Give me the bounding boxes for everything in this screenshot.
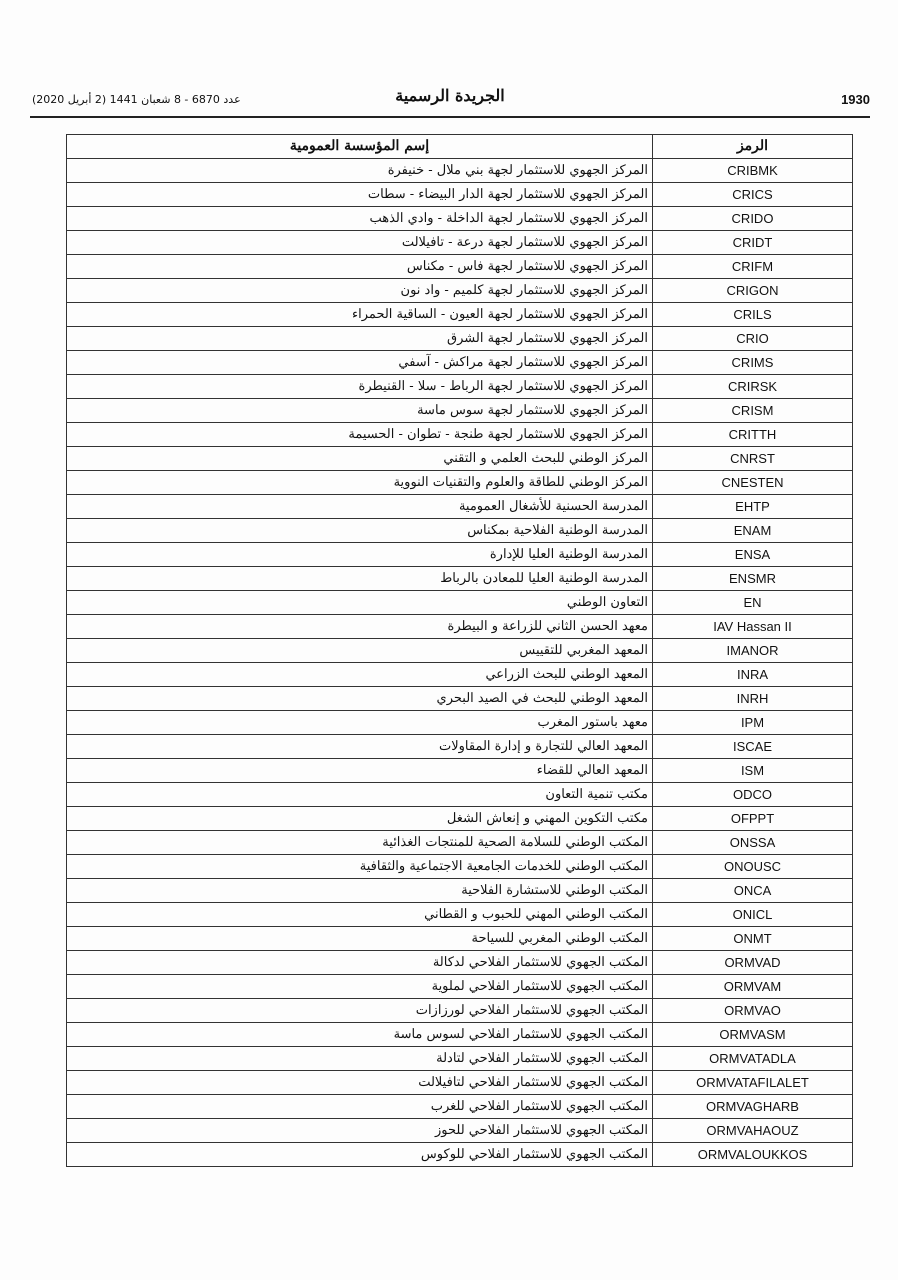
- table-row: [67, 735, 853, 759]
- table-row: [67, 543, 853, 567]
- table-row: [67, 855, 853, 879]
- institution-code-cell: CRITTH: [653, 423, 853, 447]
- institution-code-cell: CRIO: [653, 327, 853, 351]
- institution-name-cell: المكتب الجهوي للاستثمار الفلاحي لورزازات: [67, 999, 653, 1023]
- table-row: [67, 567, 853, 591]
- institution-code-cell: CRICS: [653, 183, 853, 207]
- institution-name-cell: المدرسة الوطنية العليا للإدارة: [67, 543, 653, 567]
- table-row: [67, 1023, 853, 1047]
- gazette-title: الجريدة الرسمية: [395, 86, 505, 105]
- institution-name-cell: المكتب الجهوي للاستثمار الفلاحي للوكوس: [67, 1143, 653, 1167]
- institution-name-cell: المركز الجهوي للاستثمار لجهة طنجة - تطوان - الحسيمة: [67, 423, 653, 447]
- institution-name-cell: المعهد العالي للقضاء: [67, 759, 653, 783]
- institution-name-cell: المعهد العالي للتجارة و إدارة المقاولات: [67, 735, 653, 759]
- institution-code-cell: CRIMS: [653, 351, 853, 375]
- table-row: [67, 471, 853, 495]
- institution-name-cell: المركز الجهوي للاستثمار لجهة العيون - الساقية الحمراء: [67, 303, 653, 327]
- table-row: [67, 255, 853, 279]
- table-row: [67, 999, 853, 1023]
- institution-name-cell: المكتب الجهوي للاستثمار الفلاحي لملوية: [67, 975, 653, 999]
- institution-code-cell: CRILS: [653, 303, 853, 327]
- institution-name-cell: المكتب الجهوي للاستثمار الفلاحي للغرب: [67, 1095, 653, 1119]
- institution-code-cell: IMANOR: [653, 639, 853, 663]
- table-row: [67, 879, 853, 903]
- table-row: [67, 303, 853, 327]
- institution-name-cell: المدرسة الحسنية للأشغال العمومية: [67, 495, 653, 519]
- institution-code-cell: CRISM: [653, 399, 853, 423]
- table-row: [67, 375, 853, 399]
- institution-name-cell: المكتب الوطني للخدمات الجامعية الاجتماعية والثقافية: [67, 855, 653, 879]
- institutions-table-container: [66, 134, 852, 1167]
- institution-name-cell: المكتب الجهوي للاستثمار الفلاحي لتادلة: [67, 1047, 653, 1071]
- institution-code-cell: CRIFM: [653, 255, 853, 279]
- institution-code-cell: ORMVATADLA: [653, 1047, 853, 1071]
- table-row: [67, 711, 853, 735]
- institution-code-cell: ORMVASM: [653, 1023, 853, 1047]
- table-row: [67, 663, 853, 687]
- page-header: [30, 86, 870, 114]
- institution-name-cell: المركز الجهوي للاستثمار لجهة بني ملال - خنيفرة: [67, 159, 653, 183]
- table-row: [67, 159, 853, 183]
- table-row: [67, 903, 853, 927]
- institution-code-cell: ONOUSC: [653, 855, 853, 879]
- institution-name-cell: مكتب تنمية التعاون: [67, 783, 653, 807]
- table-row: [67, 231, 853, 255]
- table-row: [67, 327, 853, 351]
- table-row: [67, 279, 853, 303]
- institution-code-cell: ONSSA: [653, 831, 853, 855]
- institution-code-cell: ORMVAO: [653, 999, 853, 1023]
- institution-name-cell: المركز الجهوي للاستثمار لجهة الرباط - سلا - القنيطرة: [67, 375, 653, 399]
- institution-name-cell: المكتب الوطني المغربي للسياحة: [67, 927, 653, 951]
- table-row: [67, 423, 853, 447]
- institution-name-cell: المدرسة الوطنية العليا للمعادن بالرباط: [67, 567, 653, 591]
- institution-code-cell: CRIDT: [653, 231, 853, 255]
- institution-code-cell: CNRST: [653, 447, 853, 471]
- institution-code-cell: ENSMR: [653, 567, 853, 591]
- institution-name-cell: المركز الجهوي للاستثمار لجهة درعة - تافيلالت: [67, 231, 653, 255]
- institution-code-cell: INRH: [653, 687, 853, 711]
- table-row: [67, 783, 853, 807]
- table-row: [67, 1047, 853, 1071]
- institution-name-cell: المعهد الوطني للبحث الزراعي: [67, 663, 653, 687]
- institution-code-cell: ISM: [653, 759, 853, 783]
- table-row: [67, 951, 853, 975]
- institution-code-cell: EHTP: [653, 495, 853, 519]
- institution-code-cell: ORMVALOUKKOS: [653, 1143, 853, 1167]
- header-divider: [30, 116, 870, 118]
- table-row: [67, 495, 853, 519]
- institution-name-cell: المركز الجهوي للاستثمار لجهة كلميم - واد نون: [67, 279, 653, 303]
- table-row: [67, 399, 853, 423]
- institution-code-cell: INRA: [653, 663, 853, 687]
- table-row: [67, 447, 853, 471]
- institution-code-cell: ONICL: [653, 903, 853, 927]
- institution-name-cell: المعهد المغربي للتقييس: [67, 639, 653, 663]
- table-row: [67, 1143, 853, 1167]
- institution-code-cell: CRIGON: [653, 279, 853, 303]
- institution-name-cell: المركز الجهوي للاستثمار لجهة الشرق: [67, 327, 653, 351]
- institution-name-cell: المركز الوطني للبحث العلمي و التقني: [67, 447, 653, 471]
- table-row: [67, 927, 853, 951]
- header-code: الرمز: [653, 135, 853, 159]
- institution-code-cell: ENSA: [653, 543, 853, 567]
- institution-code-cell: CRIDO: [653, 207, 853, 231]
- institution-name-cell: المكتب الجهوي للاستثمار الفلاحي لتافيلالت: [67, 1071, 653, 1095]
- table-row: [67, 687, 853, 711]
- institution-code-cell: ORMVAGHARB: [653, 1095, 853, 1119]
- table-header-row: [67, 135, 853, 159]
- institution-code-cell: ORMVAM: [653, 975, 853, 999]
- table-row: [67, 519, 853, 543]
- issue-info: عدد 6870 - 8 شعبان 1441 (2 أبريل 2020): [32, 93, 241, 106]
- institution-name-cell: معهد باستور المغرب: [67, 711, 653, 735]
- table-row: [67, 615, 853, 639]
- institution-name-cell: المكتب الجهوي للاستثمار الفلاحي لدكالة: [67, 951, 653, 975]
- institution-code-cell: ONCA: [653, 879, 853, 903]
- table-row: [67, 591, 853, 615]
- institution-name-cell: مكتب التكوين المهني و إنعاش الشغل: [67, 807, 653, 831]
- table-body: [67, 159, 853, 1167]
- institution-name-cell: المكتب الجهوي للاستثمار الفلاحي لسوس ماسة: [67, 1023, 653, 1047]
- page-number: 1930: [841, 92, 870, 107]
- institution-name-cell: المكتب الوطني للاستشارة الفلاحية: [67, 879, 653, 903]
- institution-code-cell: CNESTEN: [653, 471, 853, 495]
- institution-name-cell: التعاون الوطني: [67, 591, 653, 615]
- table-row: [67, 183, 853, 207]
- institution-name-cell: المركز الجهوي للاستثمار لجهة مراكش - آسفي: [67, 351, 653, 375]
- institutions-table: [66, 134, 853, 1167]
- table-row: [67, 351, 853, 375]
- institution-code-cell: ONMT: [653, 927, 853, 951]
- table-row: [67, 1095, 853, 1119]
- institution-code-cell: OFPPT: [653, 807, 853, 831]
- institution-name-cell: المركز الجهوي للاستثمار لجهة سوس ماسة: [67, 399, 653, 423]
- institution-code-cell: IPM: [653, 711, 853, 735]
- institution-name-cell: معهد الحسن الثاني للزراعة و البيطرة: [67, 615, 653, 639]
- institution-code-cell: CRIBMK: [653, 159, 853, 183]
- institution-code-cell: ORMVAHAOUZ: [653, 1119, 853, 1143]
- table-row: [67, 759, 853, 783]
- institution-name-cell: المركز الجهوي للاستثمار لجهة الداخلة - وادي الذهب: [67, 207, 653, 231]
- institution-name-cell: المدرسة الوطنية الفلاحية بمكناس: [67, 519, 653, 543]
- table-row: [67, 807, 853, 831]
- institution-code-cell: EN: [653, 591, 853, 615]
- table-row: [67, 831, 853, 855]
- header-institution-name: إسم المؤسسة العمومية: [67, 135, 653, 159]
- institution-name-cell: المركز الوطني للطاقة والعلوم والتقنيات النووية: [67, 471, 653, 495]
- institution-code-cell: ODCO: [653, 783, 853, 807]
- institution-code-cell: ORMVATAFILALET: [653, 1071, 853, 1095]
- institution-name-cell: المكتب الوطني للسلامة الصحية للمنتجات الغذائية: [67, 831, 653, 855]
- institution-code-cell: CRIRSK: [653, 375, 853, 399]
- table-row: [67, 1071, 853, 1095]
- table-row: [67, 207, 853, 231]
- table-row: [67, 1119, 853, 1143]
- institution-name-cell: المكتب الوطني المهني للحبوب و القطاني: [67, 903, 653, 927]
- institution-code-cell: IAV Hassan II: [653, 615, 853, 639]
- institution-name-cell: المعهد الوطني للبحث في الصيد البحري: [67, 687, 653, 711]
- institution-code-cell: ISCAE: [653, 735, 853, 759]
- institution-name-cell: المركز الجهوي للاستثمار لجهة الدار البيضاء - سطات: [67, 183, 653, 207]
- institution-code-cell: ORMVAD: [653, 951, 853, 975]
- table-row: [67, 639, 853, 663]
- institution-name-cell: المركز الجهوي للاستثمار لجهة فاس - مكناس: [67, 255, 653, 279]
- table-row: [67, 975, 853, 999]
- institution-code-cell: ENAM: [653, 519, 853, 543]
- institution-name-cell: المكتب الجهوي للاستثمار الفلاحي للحوز: [67, 1119, 653, 1143]
